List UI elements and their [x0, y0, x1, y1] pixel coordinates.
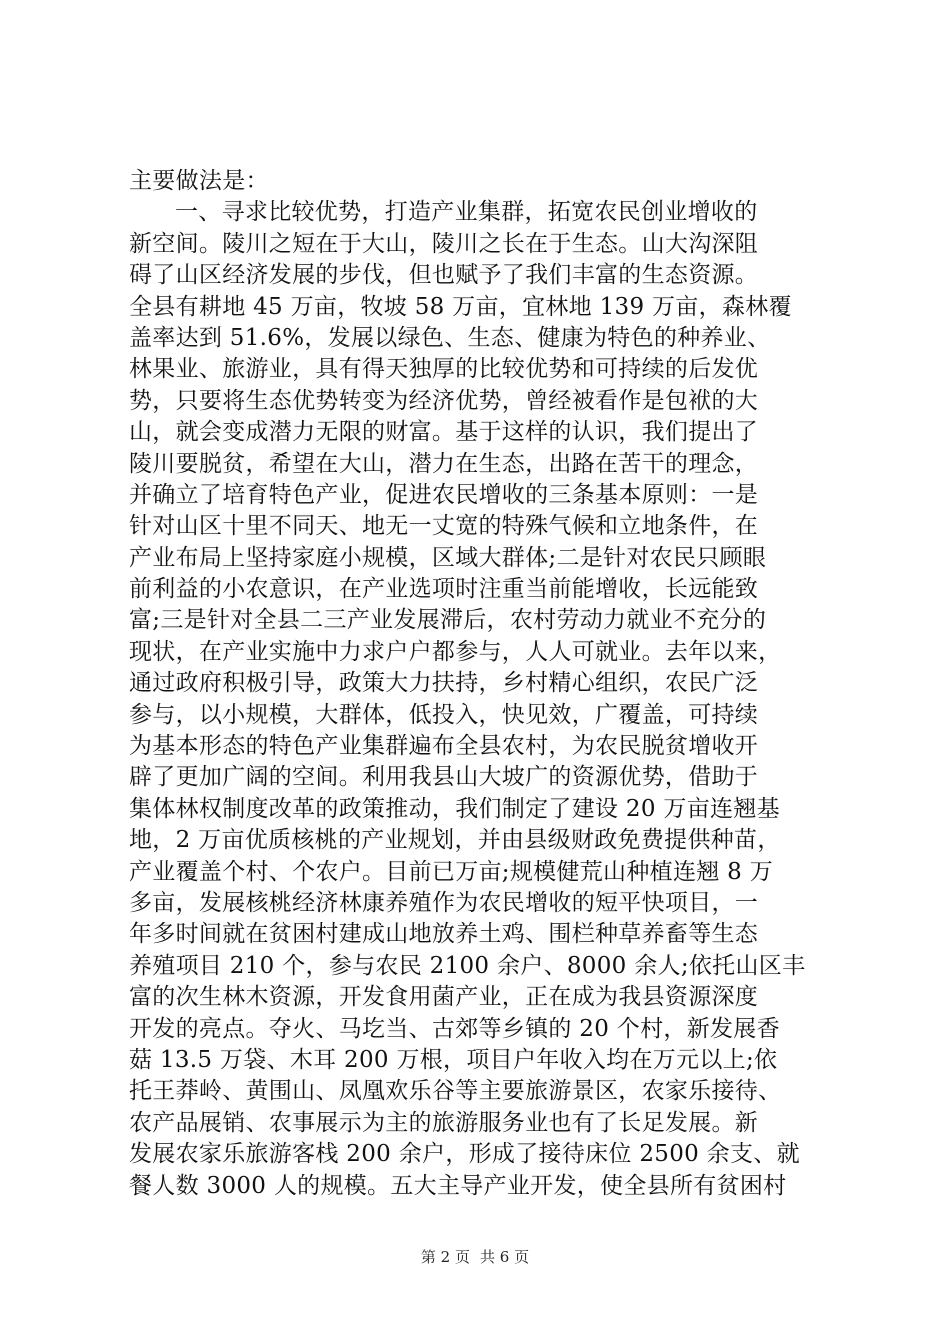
- paragraph-line: 菇 13.5 万袋、木耳 200 万根，项目户年收入均在万元以上;依: [129, 1046, 778, 1073]
- page-number: 第 2 页: [420, 1248, 470, 1266]
- paragraph-line: 并确立了培育特色产业，促进农民增收的三条基本原则：一是: [129, 481, 759, 508]
- paragraph-line: 富的次生林木资源，开发食用菌产业，正在成为我县资源深度: [129, 984, 759, 1011]
- paragraph-line: 为基本形态的特色产业集群遍布全县农村，为农民脱贫增收开: [129, 733, 759, 760]
- paragraph-line: 一、寻求比较优势，打造产业集群，拓宽农民创业增收的: [175, 199, 758, 226]
- paragraph-line: 参与，以小规模，大群体，低投入，快见效，广覆盖，可持续: [129, 701, 759, 728]
- paragraph-line: 产业布局上坚持家庭小规模，区域大群体;二是针对农民只顾眼: [129, 544, 767, 571]
- section-heading: 主要做法是：: [129, 168, 269, 194]
- paragraph-line: 开发的亮点。夺火、马圪当、古郊等乡镇的 20 个村，新发展香: [129, 1015, 780, 1042]
- paragraph-line: 通过政府积极引导，政策大力扶持，乡村精心组织，农民广泛: [129, 670, 759, 697]
- paragraph-line: 养殖项目 210 个，参与农民 2100 余户、8000 余人;依托山区丰: [129, 952, 806, 979]
- paragraph-line: 农产品展销、农事展示为主的旅游服务业也有了长足发展。新: [129, 1109, 759, 1136]
- paragraph-line: 势，只要将生态优势转变为经济优势，曾经被看作是包袱的大: [129, 387, 759, 414]
- paragraph-line: 多亩，发展核桃经济林康养殖作为农民增收的短平快项目，一: [129, 889, 759, 916]
- paragraph-line: 地，2 万亩优质核桃的产业规划，并由县级财政免费提供种苗，: [129, 827, 781, 854]
- paragraph-line: 前利益的小农意识，在产业选项时注重当前能增收，长远能致: [129, 576, 759, 603]
- paragraph-line: 产业覆盖个村、个农户。目前已万亩;规模健荒山种植连翘 8 万: [129, 858, 774, 885]
- paragraph-line: 山，就会变成潜力无限的财富。基于这样的认识，我们提出了: [129, 419, 759, 446]
- paragraph-line: 陵川要脱贫，希望在大山，潜力在生态，出路在苦干的理念，: [129, 450, 759, 477]
- paragraph-line: 餐人数 3000 人的规模。五大主导产业开发，使全县所有贫困村: [129, 1172, 787, 1199]
- paragraph-line: 辟了更加广阔的空间。利用我县山大坡广的资源优势，借助于: [129, 764, 759, 791]
- paragraph-line: 碍了山区经济发展的步伐，但也赋予了我们丰富的生态资源。: [129, 262, 759, 289]
- paragraph-line: 林果业、旅游业，具有得天独厚的比较优势和可持续的后发优: [129, 356, 759, 383]
- paragraph-line: 针对山区十里不同天、地无一丈宽的特殊气候和立地条件，在: [129, 513, 759, 540]
- paragraph-line: 发展农家乐旅游客栈 200 余户，形成了接待床位 2500 余支、就: [129, 1141, 800, 1168]
- page-footer: [0, 1246, 950, 1267]
- paragraph-line: 盖率达到 51.6%，发展以绿色、生态、健康为特色的种养业、: [129, 324, 771, 351]
- body-text: [129, 166, 829, 1202]
- paragraph-line: 新空间。陵川之短在于大山，陵川之长在于生态。山大沟深阻: [129, 230, 759, 257]
- paragraph-line: 现状，在产业实施中力求户户都参与，人人可就业。去年以来，: [129, 638, 782, 665]
- paragraph-line: 年多时间就在贫困村建成山地放养土鸡、围栏种草养畜等生态: [129, 921, 759, 948]
- paragraph-line: 全县有耕地 45 万亩，牧坡 58 万亩，宜林地 139 万亩，森林覆: [129, 293, 792, 320]
- paragraph-line: 托王莽岭、黄围山、凤凰欢乐谷等主要旅游景区，农家乐接待、: [129, 1078, 782, 1105]
- paragraph-line: 集体林权制度改革的政策推动，我们制定了建设 20 万亩连翘基: [129, 795, 780, 822]
- paragraph-line: 富;三是针对全县二三产业发展滞后，农村劳动力就业不充分的: [129, 607, 767, 634]
- page-total: 共 6 页: [480, 1248, 530, 1266]
